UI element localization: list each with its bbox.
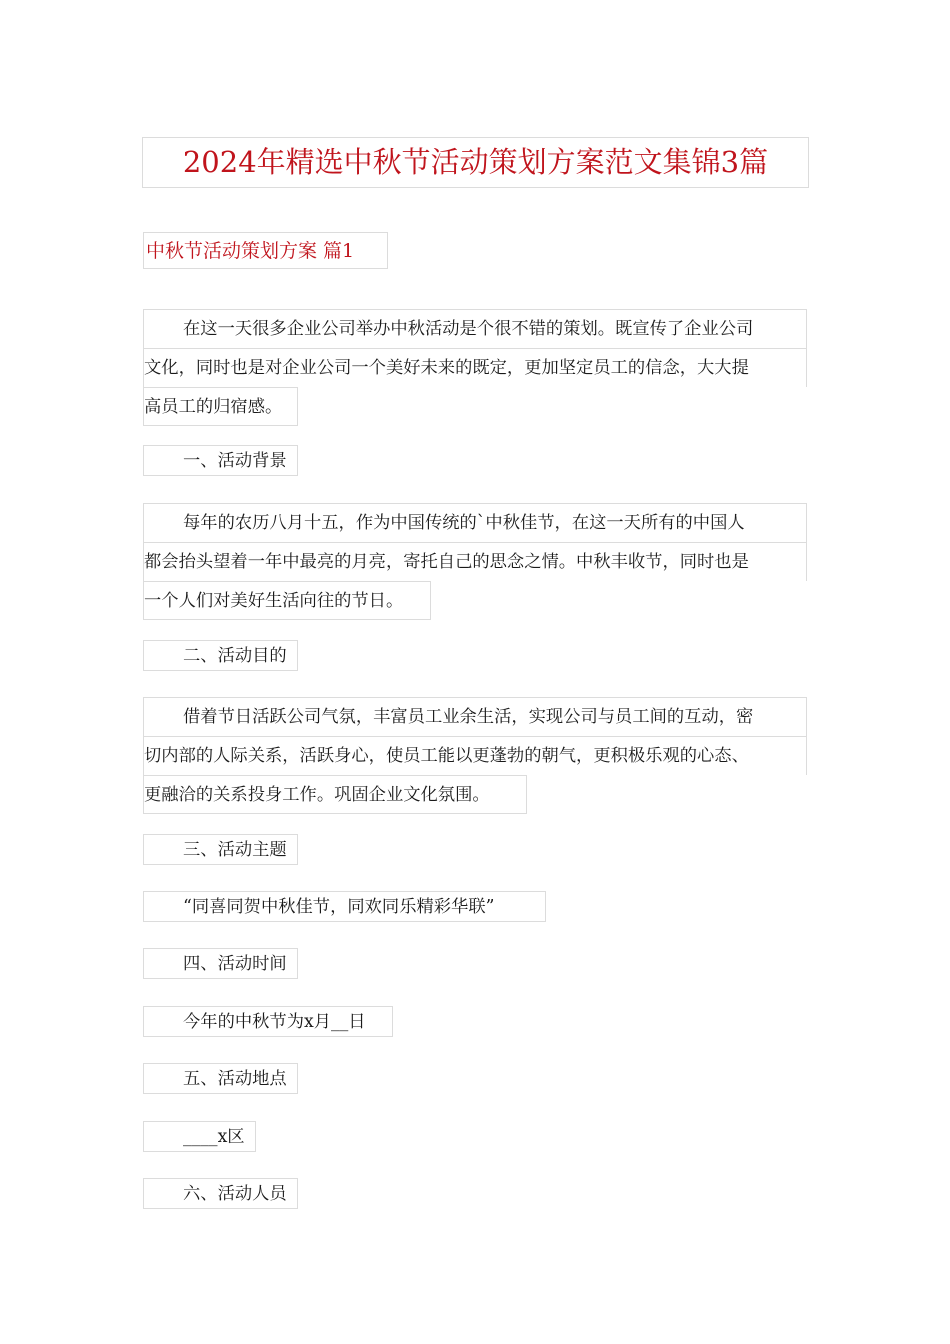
heading-place: 五、活动地点 [143,1063,298,1094]
paragraph-line: 每年的农历八月十五，作为中国传统的`中秋佳节，在这一天所有的中国人 [143,503,807,542]
purpose-paragraph [143,697,807,804]
heading-time: 四、活动时间 [143,948,298,979]
place-text: ____x区 [143,1121,256,1152]
time-text: 今年的中秋节为x月__日 [143,1006,393,1037]
background-paragraph [143,503,807,610]
paragraph-line: 高员工的归宿感。 [143,387,298,426]
paragraph-line: 更融洽的关系投身工作。巩固企业文化氛围。 [143,775,527,814]
paragraph-line: 都会抬头望着一年中最亮的月亮，寄托自己的思念之情。中秋丰收节，同时也是 [143,542,807,581]
heading-purpose: 二、活动目的 [143,640,298,671]
heading-theme: 三、活动主题 [143,834,298,865]
section-title: 中秋节活动策划方案 篇1 [143,232,388,269]
paragraph-line: 在这一天很多企业公司举办中秋活动是个很不错的策划。既宣传了企业公司 [143,309,807,348]
paragraph-line: 文化，同时也是对企业公司一个美好未来的既定，更加坚定员工的信念，大大提 [143,348,807,387]
paragraph-line: 切内部的人际关系，活跃身心，使员工能以更蓬勃的朝气，更积极乐观的心态、 [143,736,807,775]
paragraph-line: 借着节日活跃公司气氛，丰富员工业余生活，实现公司与员工间的互动，密 [143,697,807,736]
intro-paragraph [143,309,807,421]
theme-text: “同喜同贺中秋佳节，同欢同乐精彩华联” [143,891,546,922]
paragraph-line: 一个人们对美好生活向往的节日。 [143,581,431,620]
heading-personnel: 六、活动人员 [143,1178,298,1209]
heading-background: 一、活动背景 [143,445,298,476]
document-title: 2024年精选中秋节活动策划方案范文集锦3篇 [142,137,809,188]
